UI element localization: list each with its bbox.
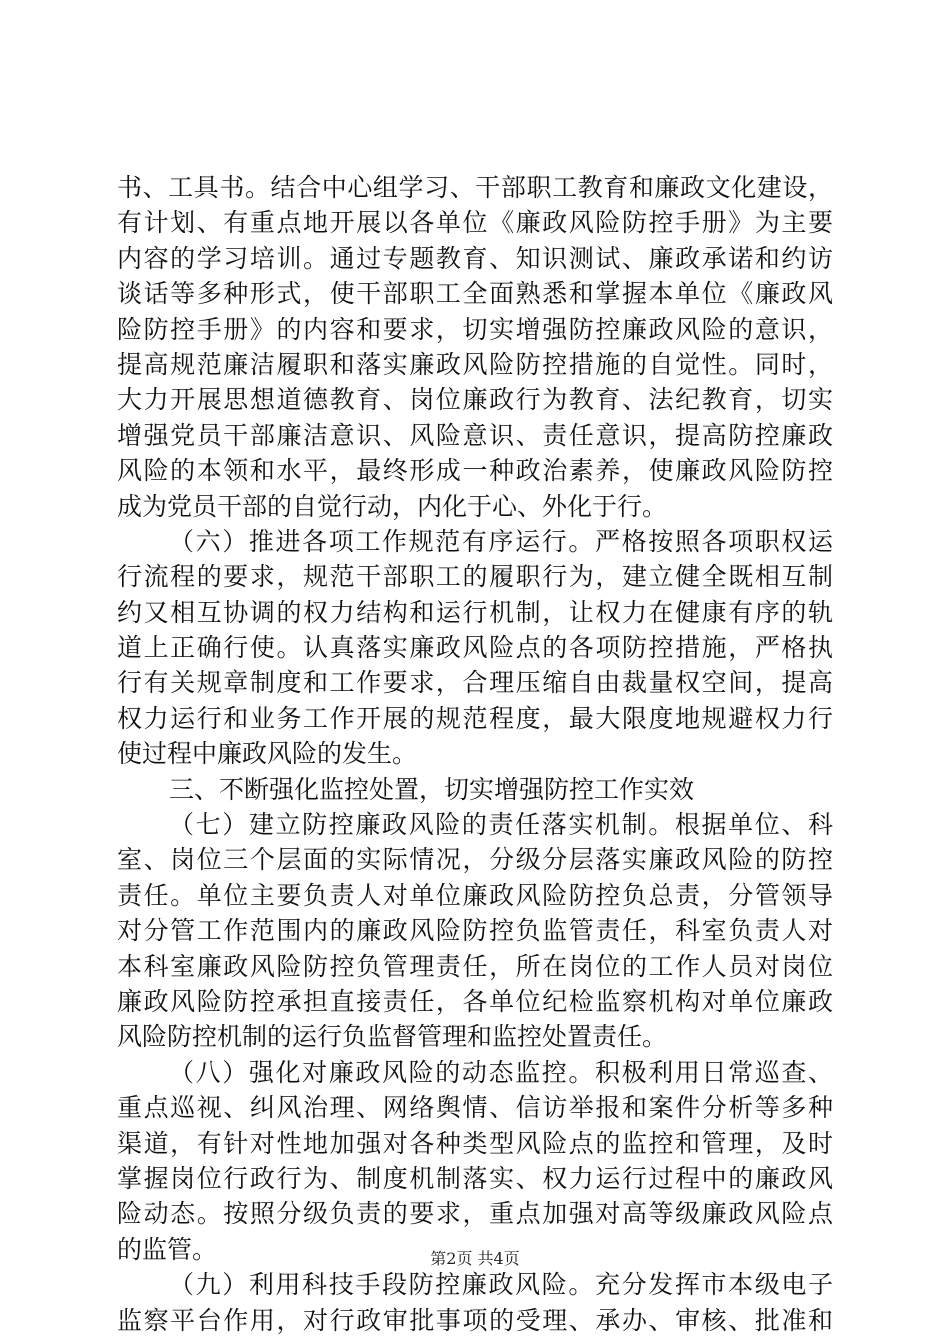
text-line: 提高规范廉洁履职和落实廉政风险防控措施的自觉性。同时，: [117, 349, 833, 379]
text-line: 险动态。按照分级负责的要求，重点加强对高等级廉政风险点: [117, 1199, 833, 1229]
text-line: 书、工具书。结合中心组学习、干部职工教育和廉政文化建设，: [117, 173, 833, 202]
page-footer: 第2页 共4页: [430, 1249, 520, 1268]
text-line: 内容的学习培训。通过专题教育、知识测试、廉政承诺和约访: [117, 243, 833, 273]
text-line: 责任。单位主要负责人对单位廉政风险防控负总责，分管领导: [117, 880, 833, 910]
text-line: 掌握岗位行政行为、制度机制落实、权力运行过程中的廉政风: [117, 1163, 833, 1193]
text-line: （八）强化对廉政风险的动态监控。积极利用日常巡查、: [169, 1057, 833, 1087]
text-line: （九）利用科技手段防控廉政风险。充分发挥市本级电子: [169, 1270, 833, 1300]
text-line: 行流程的要求，规范干部职工的履职行为，建立健全既相互制: [117, 562, 833, 592]
text-line: 风险防控机制的运行负监督管理和监控处置责任。: [117, 1022, 668, 1052]
text-line: 渠道，有针对性地加强对各种类型风险点的监控和管理，及时: [117, 1128, 833, 1158]
text-line: 风险的本领和水平，最终形成一种政治素养，使廉政风险防控: [117, 456, 833, 486]
text-line: 行有关规章制度和工作要求，合理压缩自由裁量权空间，提高: [117, 668, 833, 698]
text-line: 重点巡视、纠风治理、网络舆情、信访举报和案件分析等多种: [117, 1093, 833, 1123]
text-line: 监察平台作用，对行政审批事项的受理、承办、审核、批准和: [117, 1305, 833, 1335]
text-line: 本科室廉政风险防控负管理责任，所在岗位的工作人员对岗位: [117, 951, 833, 981]
text-line: 有计划、有重点地开展以各单位《廉政风险防控手册》为主要: [117, 208, 833, 238]
text-line: 险防控手册》的内容和要求，切实增强防控廉政风险的意识，: [117, 314, 833, 344]
text-line: 权力运行和业务工作开展的规范程度，最大限度地规避权力行: [117, 703, 833, 733]
text-line: 大力开展思想道德教育、岗位廉政行为教育、法纪教育，切实: [117, 385, 833, 415]
text-line: 室、岗位三个层面的实际情况，分级分层落实廉政风险的防控: [117, 845, 833, 875]
text-line: 对分管工作范围内的廉政风险防控负监管责任，科室负责人对: [117, 916, 833, 946]
text-line: 成为党员干部的自觉行动，内化于心、外化于行。: [117, 491, 668, 521]
text-line: 三、不断强化监控处置，切实增强防控工作实效: [169, 774, 695, 804]
text-line: （六）推进各项工作规范有序运行。严格按照各项职权运: [169, 526, 833, 556]
text-line: 道上正确行使。认真落实廉政风险点的各项防控措施，严格执: [117, 633, 833, 663]
text-line: 廉政风险防控承担直接责任，各单位纪检监察机构对单位廉政: [117, 986, 833, 1016]
text-line: 谈话等多种形式，使干部职工全面熟悉和掌握本单位《廉政风: [117, 279, 833, 309]
text-line: （七）建立防控廉政风险的责任落实机制。根据单位、科: [169, 810, 833, 840]
text-line: 约又相互协调的权力结构和运行机制，让权力在健康有序的轨: [117, 597, 833, 627]
text-line: 使过程中廉政风险的发生。: [117, 739, 418, 769]
text-line: 的监管。: [117, 1234, 218, 1264]
document-body: [117, 170, 833, 1338]
text-line: 增强党员干部廉洁意识、风险意识、责任意识，提高防控廉政: [117, 420, 833, 450]
